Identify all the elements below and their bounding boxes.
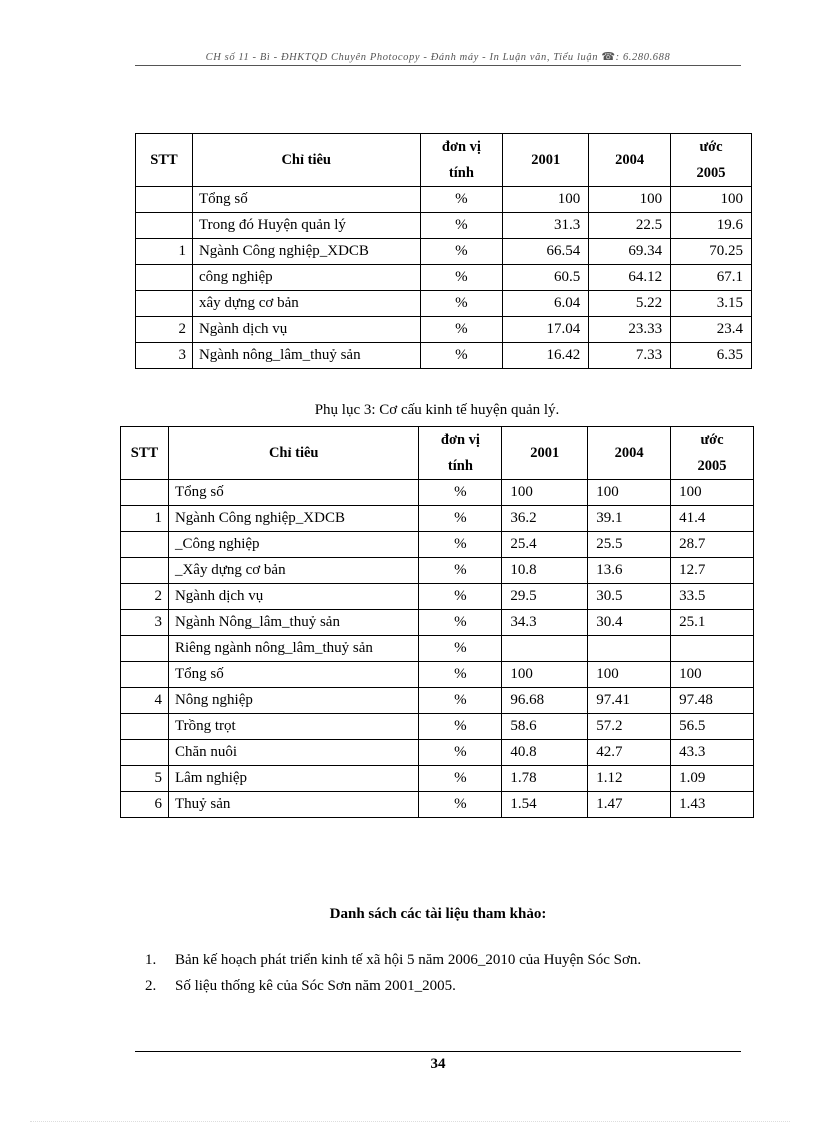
cell-2001: 17.04 <box>503 317 589 343</box>
cell-stt <box>121 740 169 766</box>
cell-unit: % <box>419 662 502 688</box>
cell-indicator: _Công nghiệp <box>168 532 419 558</box>
cell-indicator: Lâm nghiệp <box>168 766 419 792</box>
cell-indicator: công nghiệp <box>192 265 420 291</box>
cell-unit: % <box>419 766 502 792</box>
appendix-caption: Phụ lục 3: Cơ cấu kinh tế huyện quản lý. <box>314 402 560 418</box>
cell-2001: 29.5 <box>502 584 588 610</box>
cell-2001: 1.54 <box>502 792 588 818</box>
header-text: CH số 11 - Bì - ĐHKTQD Chuyên Photocopy - Đánh máy - In Luận văn, Tiểu luận <box>205 52 599 63</box>
cell-2005: 28.7 <box>671 532 754 558</box>
cell-2004 <box>588 636 671 662</box>
table-row <box>121 636 754 662</box>
economic-structure-table <box>135 133 752 369</box>
cell-unit: % <box>419 636 502 662</box>
cell-2001: 1.78 <box>502 766 588 792</box>
cell-2005: 6.35 <box>671 343 752 369</box>
cell-stt <box>121 636 169 662</box>
cell-2001: 25.4 <box>502 532 588 558</box>
cell-unit: % <box>420 213 503 239</box>
cell-stt: 2 <box>121 584 169 610</box>
cell-2005: 41.4 <box>671 506 754 532</box>
cell-unit: % <box>420 317 503 343</box>
cell-stt <box>121 480 169 506</box>
cell-stt: 6 <box>121 792 169 818</box>
cell-stt: 3 <box>121 610 169 636</box>
table-row <box>121 688 754 714</box>
cell-indicator: Trong đó Huyện quản lý <box>192 213 420 239</box>
cell-unit: % <box>420 239 503 265</box>
cell-stt: 5 <box>121 766 169 792</box>
cell-2004: 39.1 <box>588 506 671 532</box>
cell-indicator: _Xây dựng cơ bản <box>168 558 419 584</box>
cell-2005: 100 <box>671 480 754 506</box>
cell-2001: 34.3 <box>502 610 588 636</box>
cell-2001: 66.54 <box>503 239 589 265</box>
header-2005-estimate: ước 2005 <box>671 427 754 480</box>
cell-2004: 1.47 <box>588 792 671 818</box>
reference-item: 2. Số liệu thống kê của Sóc Sơn năm 2001_2005. <box>145 978 456 994</box>
cell-2005: 43.3 <box>671 740 754 766</box>
cell-2001: 31.3 <box>503 213 589 239</box>
cell-stt: 4 <box>121 688 169 714</box>
cell-2005: 1.43 <box>671 792 754 818</box>
cell-2005: 3.15 <box>671 291 752 317</box>
cell-2004: 25.5 <box>588 532 671 558</box>
cell-unit: % <box>419 558 502 584</box>
cell-2005: 25.1 <box>671 610 754 636</box>
table-row <box>121 558 754 584</box>
table-row <box>121 610 754 636</box>
cell-stt: 1 <box>121 506 169 532</box>
header-indicator: Chỉ tiêu <box>192 134 420 187</box>
page-bottom-border <box>30 1121 790 1122</box>
reference-item: 1. Bản kế hoạch phát triển kinh tế xã hội 5 năm 2006_2010 của Huyện Sóc Sơn. <box>145 952 642 968</box>
cell-2004: 5.22 <box>589 291 671 317</box>
cell-stt <box>121 662 169 688</box>
cell-2004: 100 <box>589 187 671 213</box>
header-2001: 2001 <box>502 427 588 480</box>
cell-indicator: xây dựng cơ bản <box>192 291 420 317</box>
cell-indicator: Tổng số <box>168 662 419 688</box>
table-row <box>121 662 754 688</box>
cell-2004: 22.5 <box>589 213 671 239</box>
phone-icon: ☎ <box>601 51 616 63</box>
header-2001: 2001 <box>503 134 589 187</box>
table-row <box>136 317 752 343</box>
cell-unit: % <box>420 265 503 291</box>
cell-2001: 40.8 <box>502 740 588 766</box>
cell-2005: 33.5 <box>671 584 754 610</box>
header-stt: STT <box>121 427 169 480</box>
cell-2004: 30.5 <box>588 584 671 610</box>
header-unit: đơn vị tính <box>420 134 503 187</box>
table-row <box>121 714 754 740</box>
cell-2001: 6.04 <box>503 291 589 317</box>
cell-unit: % <box>420 343 503 369</box>
cell-unit: % <box>419 610 502 636</box>
cell-2001: 36.2 <box>502 506 588 532</box>
table-row <box>121 584 754 610</box>
cell-unit: % <box>419 792 502 818</box>
cell-2005: 100 <box>671 187 752 213</box>
header-stt: STT <box>136 134 193 187</box>
page-number: 34 <box>430 1056 446 1072</box>
cell-unit: % <box>419 714 502 740</box>
cell-unit: % <box>419 740 502 766</box>
table-row <box>121 506 754 532</box>
cell-2004: 100 <box>588 662 671 688</box>
cell-2001: 100 <box>502 662 588 688</box>
cell-indicator: Tổng số <box>192 187 420 213</box>
cell-stt <box>136 213 193 239</box>
cell-2005: 12.7 <box>671 558 754 584</box>
table-row <box>121 792 754 818</box>
cell-2001: 10.8 <box>502 558 588 584</box>
cell-indicator: Ngành Nông_lâm_thuỷ sản <box>168 610 419 636</box>
cell-unit: % <box>419 532 502 558</box>
cell-2001: 100 <box>502 480 588 506</box>
cell-unit: % <box>420 291 503 317</box>
cell-stt: 3 <box>136 343 193 369</box>
cell-2005 <box>671 636 754 662</box>
cell-stt <box>121 558 169 584</box>
cell-2005: 70.25 <box>671 239 752 265</box>
cell-stt <box>136 187 193 213</box>
cell-unit: % <box>419 584 502 610</box>
cell-stt: 1 <box>136 239 193 265</box>
table-row <box>136 343 752 369</box>
cell-2004: 30.4 <box>588 610 671 636</box>
cell-2001: 60.5 <box>503 265 589 291</box>
cell-2004: 13.6 <box>588 558 671 584</box>
table-header-row <box>136 134 752 187</box>
cell-indicator: Nông nghiệp <box>168 688 419 714</box>
header-indicator: Chỉ tiêu <box>168 427 419 480</box>
header-unit: đơn vị tính <box>419 427 502 480</box>
cell-2004: 64.12 <box>589 265 671 291</box>
table-row <box>121 740 754 766</box>
table-header-row <box>121 427 754 480</box>
cell-indicator: Ngành Công nghiệp_XDCB <box>192 239 420 265</box>
cell-2005: 19.6 <box>671 213 752 239</box>
cell-2001 <box>502 636 588 662</box>
header-phone: : 6.280.688 <box>615 52 671 63</box>
cell-stt <box>121 532 169 558</box>
page-header <box>135 50 741 66</box>
district-economic-structure-table <box>120 426 754 818</box>
cell-stt: 2 <box>136 317 193 343</box>
cell-2005: 56.5 <box>671 714 754 740</box>
cell-unit: % <box>420 187 503 213</box>
cell-2005: 97.48 <box>671 688 754 714</box>
cell-indicator: Trồng trọt <box>168 714 419 740</box>
header-2004: 2004 <box>588 427 671 480</box>
cell-2001: 16.42 <box>503 343 589 369</box>
footer-divider <box>135 1051 741 1052</box>
table-row <box>136 265 752 291</box>
cell-indicator: Thuỷ sản <box>168 792 419 818</box>
cell-unit: % <box>419 688 502 714</box>
cell-indicator: Chăn nuôi <box>168 740 419 766</box>
header-2005-estimate: ước 2005 <box>671 134 752 187</box>
cell-2004: 23.33 <box>589 317 671 343</box>
cell-stt <box>136 265 193 291</box>
cell-2005: 67.1 <box>671 265 752 291</box>
table-row <box>136 291 752 317</box>
cell-2005: 1.09 <box>671 766 754 792</box>
cell-2005: 23.4 <box>671 317 752 343</box>
cell-2004: 69.34 <box>589 239 671 265</box>
cell-2001: 96.68 <box>502 688 588 714</box>
table-row <box>136 187 752 213</box>
cell-2004: 42.7 <box>588 740 671 766</box>
table-row <box>136 213 752 239</box>
table-row <box>121 532 754 558</box>
cell-2004: 57.2 <box>588 714 671 740</box>
cell-indicator: Ngành dịch vụ <box>168 584 419 610</box>
cell-unit: % <box>419 506 502 532</box>
references-list <box>145 947 641 999</box>
cell-2004: 97.41 <box>588 688 671 714</box>
table-row <box>136 239 752 265</box>
cell-indicator: Ngành Công nghiệp_XDCB <box>168 506 419 532</box>
cell-2004: 1.12 <box>588 766 671 792</box>
cell-2004: 7.33 <box>589 343 671 369</box>
header-2004: 2004 <box>589 134 671 187</box>
cell-stt <box>121 714 169 740</box>
cell-2004: 100 <box>588 480 671 506</box>
cell-2005: 100 <box>671 662 754 688</box>
cell-stt <box>136 291 193 317</box>
table-row <box>121 480 754 506</box>
table-row <box>121 766 754 792</box>
cell-unit: % <box>419 480 502 506</box>
cell-2001: 100 <box>503 187 589 213</box>
cell-2001: 58.6 <box>502 714 588 740</box>
cell-indicator: Ngành dịch vụ <box>192 317 420 343</box>
cell-indicator: Tổng số <box>168 480 419 506</box>
cell-indicator: Riêng ngành nông_lâm_thuỷ sản <box>168 636 419 662</box>
cell-indicator: Ngành nông_lâm_thuỷ sản <box>192 343 420 369</box>
references-title: Danh sách các tài liệu tham khảo: <box>329 906 547 922</box>
